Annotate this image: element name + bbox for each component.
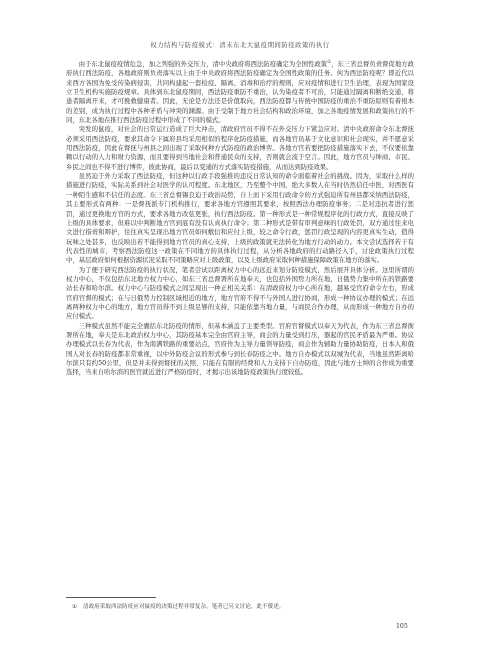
paragraph: 为了便于研究西法防疫的执行状况，笔者尝试以距离权力中心的远近来划分防疫模式，然后展开具体分析。这里所谓的权力中心，不仅包括东北地方权力中心，如东三省总督署所在地奉天，也包括外国势力所在地，日俄势力集中所在的铁路要站长春和哈尔滨。权力中心与防疫模式之间呈现出一种正相关关系：在清政府权力中心所在地，越易受官府命令左右，形成官府官督的模式；在与日俄势力控制区域相近的地方，地方官府不得不与外国人进行协商，形成一种协议办理的模式；在远离两种权力中心的地方，地方官员得不到上级足够的支持，只能依靠当地力量，与商民合作办理，从而形成一种地方自办的应付模式。 <box>66 266 414 321</box>
paragraph: 虽然迫于外力采取了西法防疫，但这种以行政手段强推的违反日常认知的命令面临着社会的挑战。因为，采取什么样的措施进行防疫，实际关系到社会对医学的认可程度。东北地区，乃至整个中国，绝大多数人在当时仍然信任中医，对西医有一种陌生感和不信任的态度。东三省总督锡良迫于政治局势，自上而下采用行政命令的方式强迫所有州县都采纳西法防疫，其主要形式有两种：一是督抚派专门机构推行，要求各地方官遵照其要求，按照西法办理防疫事务；二是对违抗者进行惩罚，通过更换地方官的方式，要求各地方改弦更张，执行西法防疫。第一种形式是一种常规程序化的行政方式，直接反映了上级的具体要求，但难以中判断地方官到底有没有认真执行命令；第二种形式是带有审判意味的行政处罚，双方通过往来电文进行指责和辩护，往往真实呈现出地方官员如何敷衍和应付上级，较之命令行政，惩罚行政呈现的内容更真实生动，值得玩味之处甚多，也反映出若不能得到地方官员的真心支持，上级的政策就无法转化为地方行动的动力。本文尝试选择若干有代表性的城市，考察西法防疫这一政策在不同地方的具体执行过程，从分析各地政府的行动路径入手，讨论政策执行过程中，基层政府如何根据资源状况采取不同策略应对上级政策，以及上级政府采取何种措施保障政策在地方的落实。 <box>66 173 414 265</box>
article-body <box>66 60 414 378</box>
footnote <box>72 603 414 611</box>
footnote-divider <box>66 597 156 598</box>
paragraph: 三种模式虽然不能完全囊括东北防疫的情形，但基本涵盖了主要类型。官府官督模式以奉天为代表，作为东三省总督衙署所在地，奉天是东北政治权力中心，其防疫基本完全由官府主导，商会的力量受到打压，器起的官民矛盾最为严重。协议办理模式以长春为代表，作为南满铁路的重要站点，官府作为主导力量领导防疫，商会作为辅助力量协助防疫，日本人和俄国人对长春的防疫都非常重视，以中外防疫会议的形式参与到长春防疫之中。地方自办模式以双城为代表，当地虽然距离哈尔滨只有约50公里，但是并未得到督抚的关照，只能在有限的经费和人力支持下自办防疫，因此与地方士绅的合作成为重要选择，当来自哈尔滨的医官就近进行严格防疫时，才揭示出该地防疫政策执行度较低。 <box>66 322 414 377</box>
footnote-mark: ① <box>72 604 78 610</box>
footnote-reference: ① <box>327 59 332 65</box>
footnote-text: 清政府采取西法防疫应对鼠疫的决策过程非常复杂，笔者已另文讨论，此不赘述。 <box>83 604 285 610</box>
page-number: 105 <box>396 623 408 630</box>
paragraph: 突发的鼠疫，对社会的日常运行造成了巨大冲击，清政府官员不得不在外交压力下紧急应对。清中央政府命令东北督抚必须采用西法防疫，要求其命令下属府县均采用相似的程序化防疫措施，而各地官员基于文化意识和社会现实，并不愿意采用西法防疫，因此在督抚与州县之间出现了采取何种方式防疫的政治博弈。各地方官若要把防疫措施落实下去，不仅要依靠赖以行动的人力和财力资源，而且要得到当地社会和普通民众的支持，否则就会流于空言。因此，地方官员与绅商、市民、乡民之间也不得不进行博弈，彼此协商，最后以变通的方式落实防疫措施，从而达到防疫效果。 <box>66 126 414 171</box>
running-head: 权力结构与防疫模式：清末东北大鼠疫期间防疫政策的执行 <box>150 42 330 49</box>
paragraph: 由于东北鼠疫疫情危急，加之列强的外交压力，清中央政府将西法防疫确定为全国性政策①，东三省总督负责督促地方政府执行西法防疫，各地政府则负责落实以上由于中央政府将西法防疫确定为全国性政策的任务。何为西法防疫呢？即近代以来西方各国为免受传染病侵害，共同构建起一套检疫、隔离、消毒和治疗的规则，应对疫情和进行卫生治理，表现为国家设立卫生机构实施防疫规章。具体到东北鼠疫期间，西法防疫重防不重治，认为染疫者不可治，只能通过隔离和断绝交通，将患者隔离开来，才可挽救健康者。因此，无论是方法还是价值取向，西法防疫都与传统中国防疫的重治不重防原则有着根本的差别，成为执行过程中各种矛盾与冲突的渊源。由于受制于地方社会结构和政治环境，加之各地疫情发展和政策执行的不同，东北各地在推行西法防疫过程中形成了不同的模式。 <box>66 59 414 125</box>
